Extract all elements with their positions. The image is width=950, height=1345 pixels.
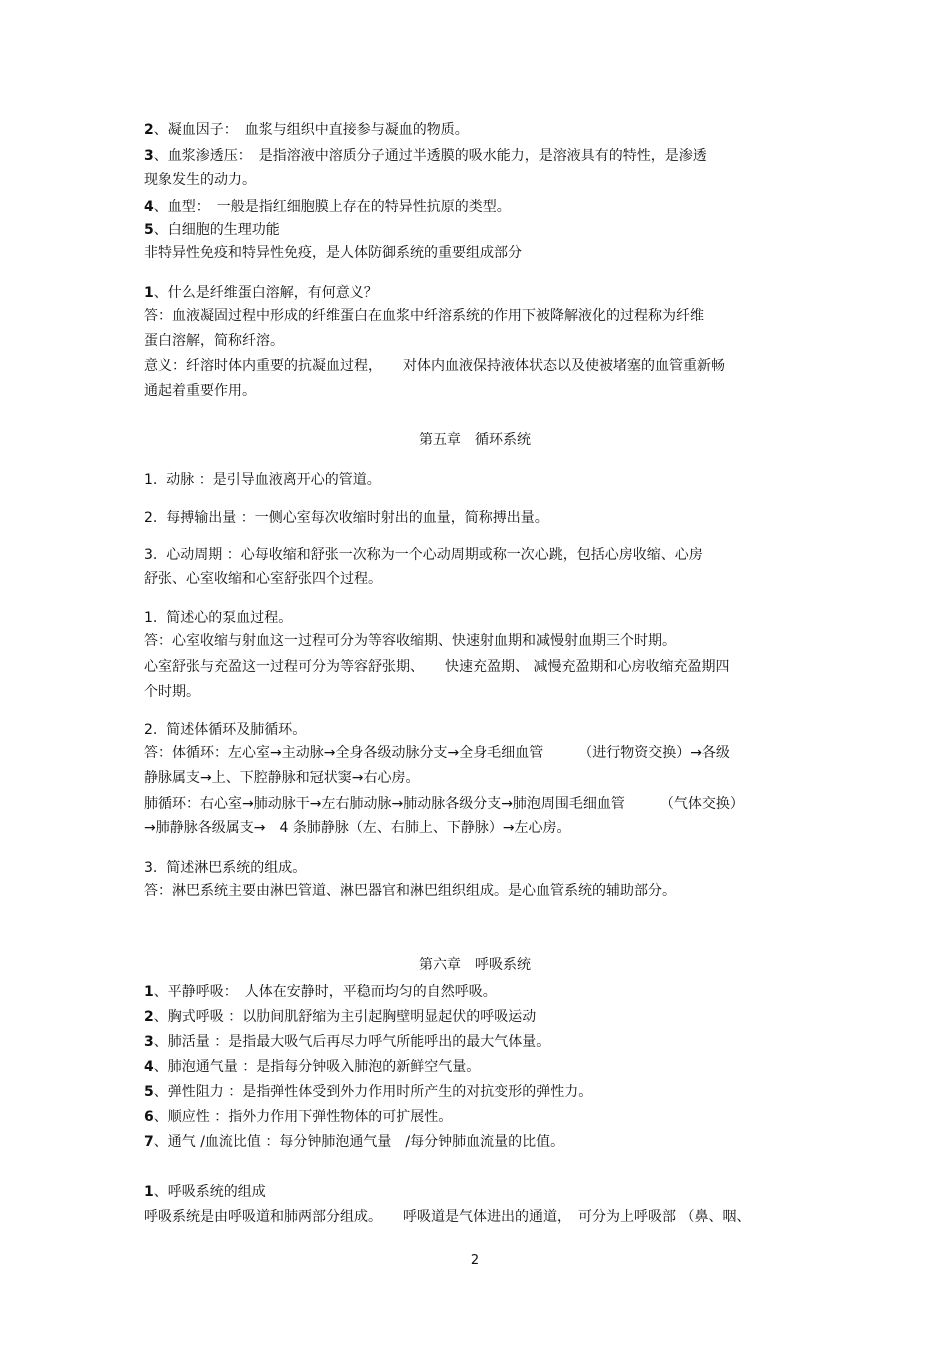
text-line: 3. 心动周期 ：心每收缩和舒张一次称为一个心动周期或称一次心跳，包括心房收缩、心房 [144,547,703,563]
text-line: 意义：纤溶时体内重要的抗凝血过程， 对体内血液保持液体状态以及使被堵塞的血管重新畅 [144,358,725,374]
text-line: 4、肺泡通气量 ：是指每分钟吸入肺泡的新鲜空气量。 [144,1059,481,1075]
text-line: 4、血型： 一般是指红细胞膜上存在的特异性抗原的类型。 [144,199,511,215]
text-line: 5、弹性阻力 ：是指弹性体受到外力作用时所产生的对抗变形的弹性力。 [144,1084,593,1100]
text-line: 呼吸系统是由呼吸道和肺两部分组成。 呼吸道是气体进出的通道， 可分为上呼吸部 （鼻、咽、 [144,1209,751,1225]
text-line: 肺循环：右心室→肺动脉干→左右肺动脉→肺动脉各级分支→肺泡周围毛细血管 （气体交换） [144,796,744,812]
text-line: 3. 简述淋巴系统的组成。 [144,860,307,876]
text-line: 5、白细胞的生理功能 [144,222,280,238]
text-line: 1、平静呼吸： 人体在安静时，平稳而均匀的自然呼吸。 [144,984,497,1000]
text-line: 通起着重要作用。 [144,383,256,399]
text-line: 7、通气 /血流比值 ：每分钟肺泡通气量 /每分钟肺血流量的比值。 [144,1134,565,1150]
text-line: 3、血浆渗透压： 是指溶液中溶质分子通过半透膜的吸水能力，是溶液具有的特性，是渗透 [144,148,707,164]
page-number: 2 [470,1253,480,1268]
text-line: 现象发生的动力。 [144,172,256,188]
text-line: 1. 简述心的泵血过程。 [144,610,293,626]
text-line: 2、胸式呼吸 ：以肋间肌舒缩为主引起胸壁明显起伏的呼吸运动 [144,1009,537,1025]
text-line: 1、什么是纤维蛋白溶解，有何意义？ [144,285,378,301]
text-line: 非特异性免疫和特异性免疫，是人体防御系统的重要组成部分 [144,245,522,261]
text-line: 3、肺活量 ：是指最大吸气后再尽力呼气所能呼出的最大气体量。 [144,1034,551,1050]
text-line: 答：淋巴系统主要由淋巴管道、淋巴器官和淋巴组织组成。是心血管系统的辅助部分。 [144,883,676,899]
text-line: →肺静脉各级属支→ 4 条肺静脉（左、右肺上、下静脉）→左心房。 [144,820,571,836]
text-line: 2. 简述体循环及肺循环。 [144,722,307,738]
text-line: 静脉属支→上、下腔静脉和冠状窦→右心房。 [144,770,420,786]
text-line: 1. 动脉 ：是引导血液离开心的管道。 [144,472,381,488]
text-line: 蛋白溶解，简称纤溶。 [144,333,284,349]
text-line: 心室舒张与充盈这一过程可分为等容舒张期、 快速充盈期、 减慢充盈期和心房收缩充盈期四 [144,659,730,675]
text-line: 舒张、心室收缩和心室舒张四个过程。 [144,571,382,587]
text-line: 2. 每搏输出量 ：一侧心室每次收缩时射出的血量，简称搏出量。 [144,510,549,526]
text-line: 答：血液凝固过程中形成的纤维蛋白在血浆中纤溶系统的作用下被降解液化的过程称为纤维 [144,308,704,324]
text-line: 答：体循环：左心室→主动脉→全身各级动脉分支→全身毛细血管 （进行物资交换）→各级 [144,745,730,761]
text-line: 6、顺应性 ：指外力作用下弹性物体的可扩展性。 [144,1109,453,1125]
text-line: 1、呼吸系统的组成 [144,1184,266,1200]
text-line: 个时期。 [144,684,200,700]
chapter-heading: 第五章 循环系统 [419,432,531,448]
text-line: 2、凝血因子： 血浆与组织中直接参与凝血的物质。 [144,122,469,138]
chapter-heading: 第六章 呼吸系统 [419,957,531,973]
text-line: 答：心室收缩与射血这一过程可分为等容收缩期、快速射血期和减慢射血期三个时期。 [144,633,676,649]
